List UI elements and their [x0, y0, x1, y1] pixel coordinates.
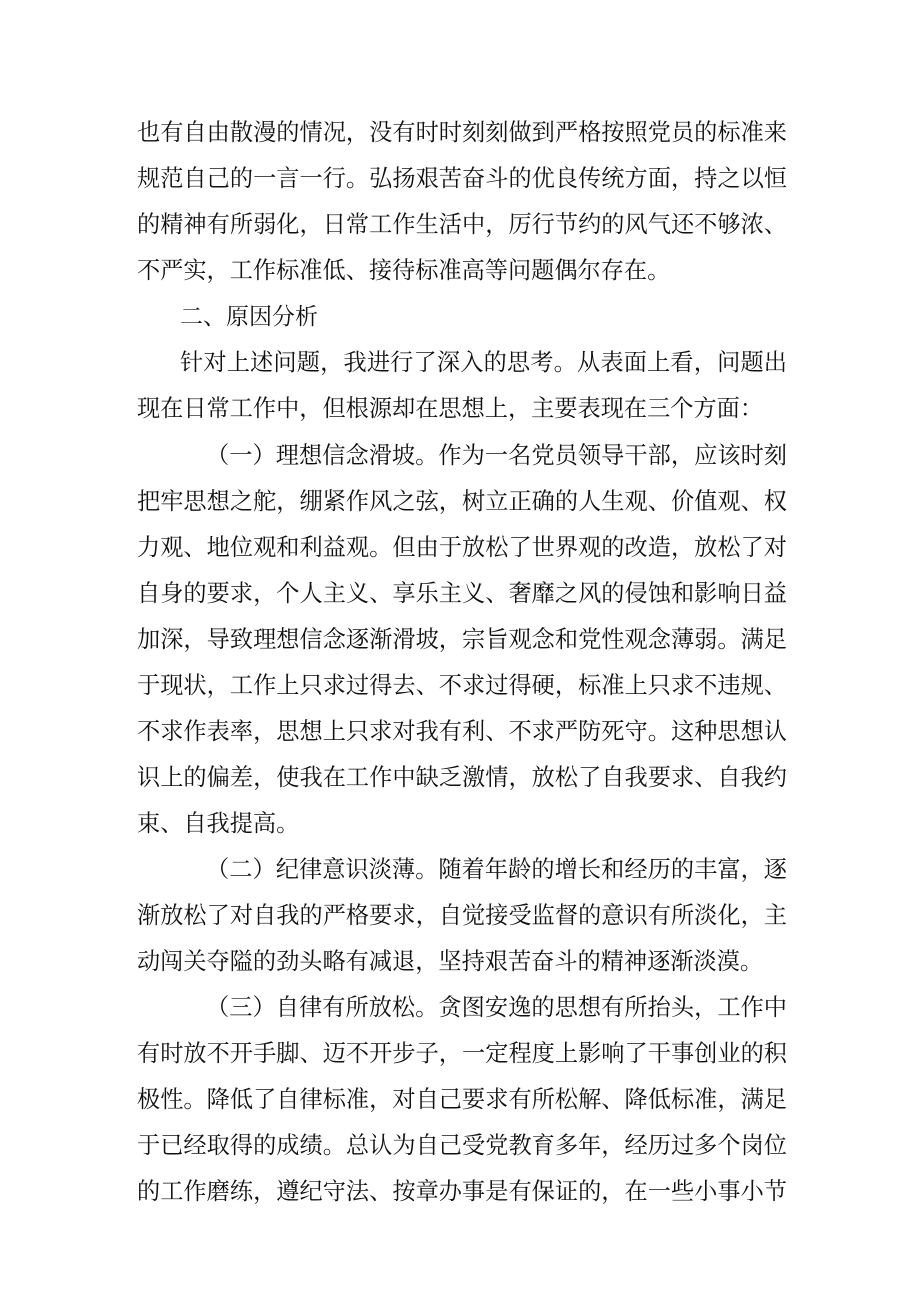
text-line: 动闯关夺隘的劲头略有减退，坚持艰苦奋斗的精神逐渐淡漠。: [137, 948, 764, 975]
text-line: 加深，导致理想信念逐渐滑坡，宗旨观念和党性观念薄弱。满足: [137, 626, 787, 653]
text-line: （三）自律有所放松。贪图安逸的思想有所抬头，工作中: [206, 994, 787, 1021]
text-line: 力观、地位观和利益观。但由于放松了世界观的改造，放松了对: [137, 534, 787, 561]
text-line: 自身的要求，个人主义、享乐主义、奢靡之风的侵蚀和影响日益: [137, 580, 787, 607]
text-line: 不严实，工作标准低、接待标准高等问题偶尔存在。: [137, 257, 671, 284]
text-line: （二）纪律意识淡薄。随着年龄的增长和经历的丰富，逐: [206, 856, 787, 883]
text-line: 渐放松了对自我的严格要求，自觉接受监督的意识有所淡化，主: [137, 902, 787, 929]
text-line: 针对上述问题，我进行了深入的思考。从表面上看，问题出: [180, 349, 787, 376]
text-line: 的工作磨练，遵纪守法、按章办事是有保证的，在一些小事小节: [137, 1178, 787, 1205]
text-line: 不求作表率，思想上只求对我有利、不求严防死守。这种思想认: [137, 718, 787, 745]
text-line: 现在日常工作中，但根源却在思想上，主要表现在三个方面：: [137, 395, 764, 422]
text-line: 规范自己的一言一行。弘扬艰苦奋斗的优良传统方面，持之以恒: [137, 165, 787, 192]
text-line: 的精神有所弱化，日常工作生活中，厉行节约的风气还不够浓、: [137, 211, 787, 238]
text-line: 识上的偏差，使我在工作中缺乏激情，放松了自我要求、自我约: [137, 764, 787, 791]
text-line: 把牢思想之舵，绷紧作风之弦，树立正确的人生观、价值观、权: [137, 488, 787, 515]
text-line: 于已经取得的成绩。总认为自己受党教育多年，经历过多个岗位: [137, 1132, 787, 1159]
section-heading: 二、原因分析: [180, 304, 318, 330]
text-line: （一）理想信念滑坡。作为一名党员领导干部，应该时刻: [206, 442, 787, 469]
text-line: 也有自由散漫的情况，没有时时刻刻做到严格按照党员的标准来: [137, 119, 787, 146]
text-line: 束、自我提高。: [137, 810, 300, 837]
text-line: 有时放不开手脚、迈不开步子，一定程度上影响了干事创业的积: [137, 1040, 787, 1067]
text-line: 极性。降低了自律标准，对自己要求有所松解、降低标准，满足: [137, 1086, 787, 1113]
text-line: 于现状，工作上只求过得去、不求过得硬，标准上只求不违规、: [137, 672, 787, 699]
